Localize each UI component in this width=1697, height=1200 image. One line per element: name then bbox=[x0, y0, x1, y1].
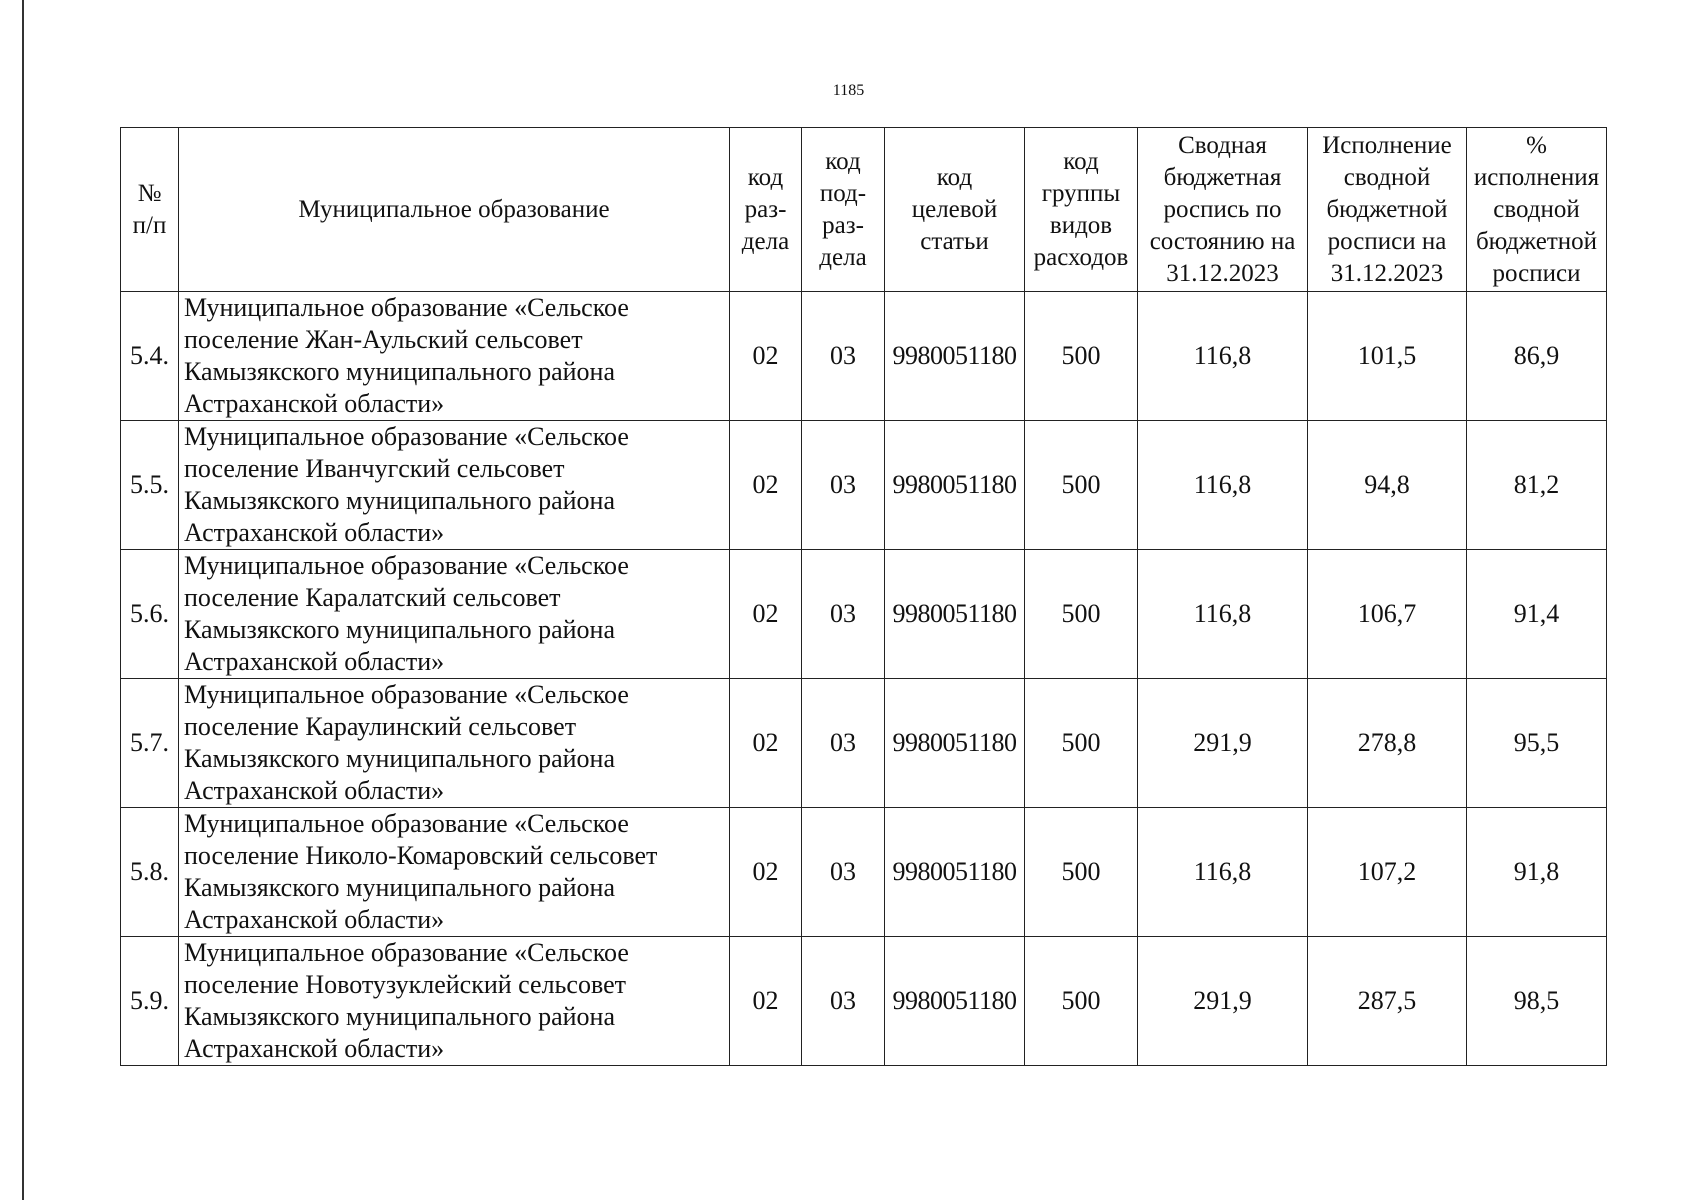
cell-num: 5.5. bbox=[121, 421, 179, 550]
cell-budget: 116,8 bbox=[1138, 808, 1308, 937]
cell-execution: 278,8 bbox=[1308, 679, 1467, 808]
cell-target: 9980051180 bbox=[885, 550, 1025, 679]
cell-num: 5.7. bbox=[121, 679, 179, 808]
cell-subsection: 03 bbox=[802, 292, 885, 421]
cell-municipality: Муниципальное образование «Сельское поселение Новотузуклейский сельсовет Камызякского муниципального района Астраханской области» bbox=[179, 937, 730, 1066]
cell-num: 5.6. bbox=[121, 550, 179, 679]
header-percent: % исполнения сводной бюджетной росписи bbox=[1467, 128, 1607, 292]
cell-execution: 107,2 bbox=[1308, 808, 1467, 937]
cell-municipality: Муниципальное образование «Сельское поселение Николо-Комаровский сельсовет Камызякского муниципального района Астраханской области» bbox=[179, 808, 730, 937]
cell-target: 9980051180 bbox=[885, 292, 1025, 421]
cell-execution: 106,7 bbox=[1308, 550, 1467, 679]
header-budget: Сводная бюджетная роспись по состоянию на 31.12.2023 bbox=[1138, 128, 1308, 292]
cell-subsection: 03 bbox=[802, 421, 885, 550]
cell-section: 02 bbox=[730, 421, 802, 550]
table-row bbox=[121, 937, 1607, 1066]
header-expense-group-code: код группы видов расходов bbox=[1025, 128, 1138, 292]
table-row bbox=[121, 808, 1607, 937]
cell-section: 02 bbox=[730, 808, 802, 937]
header-execution: Исполнение сводной бюджетной росписи на 31.12.2023 bbox=[1308, 128, 1467, 292]
cell-section: 02 bbox=[730, 679, 802, 808]
cell-expense-group: 500 bbox=[1025, 550, 1138, 679]
cell-budget: 116,8 bbox=[1138, 292, 1308, 421]
header-target-code: код целевой статьи bbox=[885, 128, 1025, 292]
table-header-row bbox=[121, 128, 1607, 292]
cell-expense-group: 500 bbox=[1025, 808, 1138, 937]
cell-section: 02 bbox=[730, 550, 802, 679]
cell-subsection: 03 bbox=[802, 550, 885, 679]
cell-subsection: 03 bbox=[802, 808, 885, 937]
table-row bbox=[121, 550, 1607, 679]
budget-execution-table bbox=[120, 127, 1607, 1066]
cell-target: 9980051180 bbox=[885, 421, 1025, 550]
cell-expense-group: 500 bbox=[1025, 292, 1138, 421]
cell-budget: 291,9 bbox=[1138, 937, 1308, 1066]
cell-municipality: Муниципальное образование «Сельское поселение Иванчугский сельсовет Камызякского муниципального района Астраханской области» bbox=[179, 421, 730, 550]
cell-percent: 95,5 bbox=[1467, 679, 1607, 808]
cell-municipality: Муниципальное образование «Сельское поселение Каралатский сельсовет Камызякского муниципального района Астраханской области» bbox=[179, 550, 730, 679]
page-number: 1185 bbox=[832, 82, 865, 99]
cell-subsection: 03 bbox=[802, 937, 885, 1066]
cell-execution: 94,8 bbox=[1308, 421, 1467, 550]
cell-budget: 116,8 bbox=[1138, 550, 1308, 679]
cell-num: 5.8. bbox=[121, 808, 179, 937]
cell-expense-group: 500 bbox=[1025, 421, 1138, 550]
table-row bbox=[121, 421, 1607, 550]
cell-percent: 98,5 bbox=[1467, 937, 1607, 1066]
cell-budget: 116,8 bbox=[1138, 421, 1308, 550]
cell-execution: 287,5 bbox=[1308, 937, 1467, 1066]
cell-municipality: Муниципальное образование «Сельское поселение Жан-Аульский сельсовет Камызякского муниципального района Астраханской области» bbox=[179, 292, 730, 421]
cell-municipality: Муниципальное образование «Сельское поселение Караулинский сельсовет Камызякского муниципального района Астраханской области» bbox=[179, 679, 730, 808]
cell-target: 9980051180 bbox=[885, 808, 1025, 937]
header-municipality: Муниципальное образование bbox=[179, 128, 730, 292]
cell-budget: 291,9 bbox=[1138, 679, 1308, 808]
cell-percent: 86,9 bbox=[1467, 292, 1607, 421]
cell-num: 5.4. bbox=[121, 292, 179, 421]
cell-subsection: 03 bbox=[802, 679, 885, 808]
cell-expense-group: 500 bbox=[1025, 937, 1138, 1066]
cell-section: 02 bbox=[730, 292, 802, 421]
table-row bbox=[121, 292, 1607, 421]
header-subsection-code: код под- раз- дела bbox=[802, 128, 885, 292]
cell-num: 5.9. bbox=[121, 937, 179, 1066]
cell-percent: 81,2 bbox=[1467, 421, 1607, 550]
cell-percent: 91,8 bbox=[1467, 808, 1607, 937]
table-row bbox=[121, 679, 1607, 808]
cell-section: 02 bbox=[730, 937, 802, 1066]
cell-expense-group: 500 bbox=[1025, 679, 1138, 808]
page-edge-line bbox=[22, 0, 24, 1200]
cell-percent: 91,4 bbox=[1467, 550, 1607, 679]
cell-target: 9980051180 bbox=[885, 937, 1025, 1066]
header-num: № п/п bbox=[121, 128, 179, 292]
cell-target: 9980051180 bbox=[885, 679, 1025, 808]
header-section-code: код раз- дела bbox=[730, 128, 802, 292]
cell-execution: 101,5 bbox=[1308, 292, 1467, 421]
